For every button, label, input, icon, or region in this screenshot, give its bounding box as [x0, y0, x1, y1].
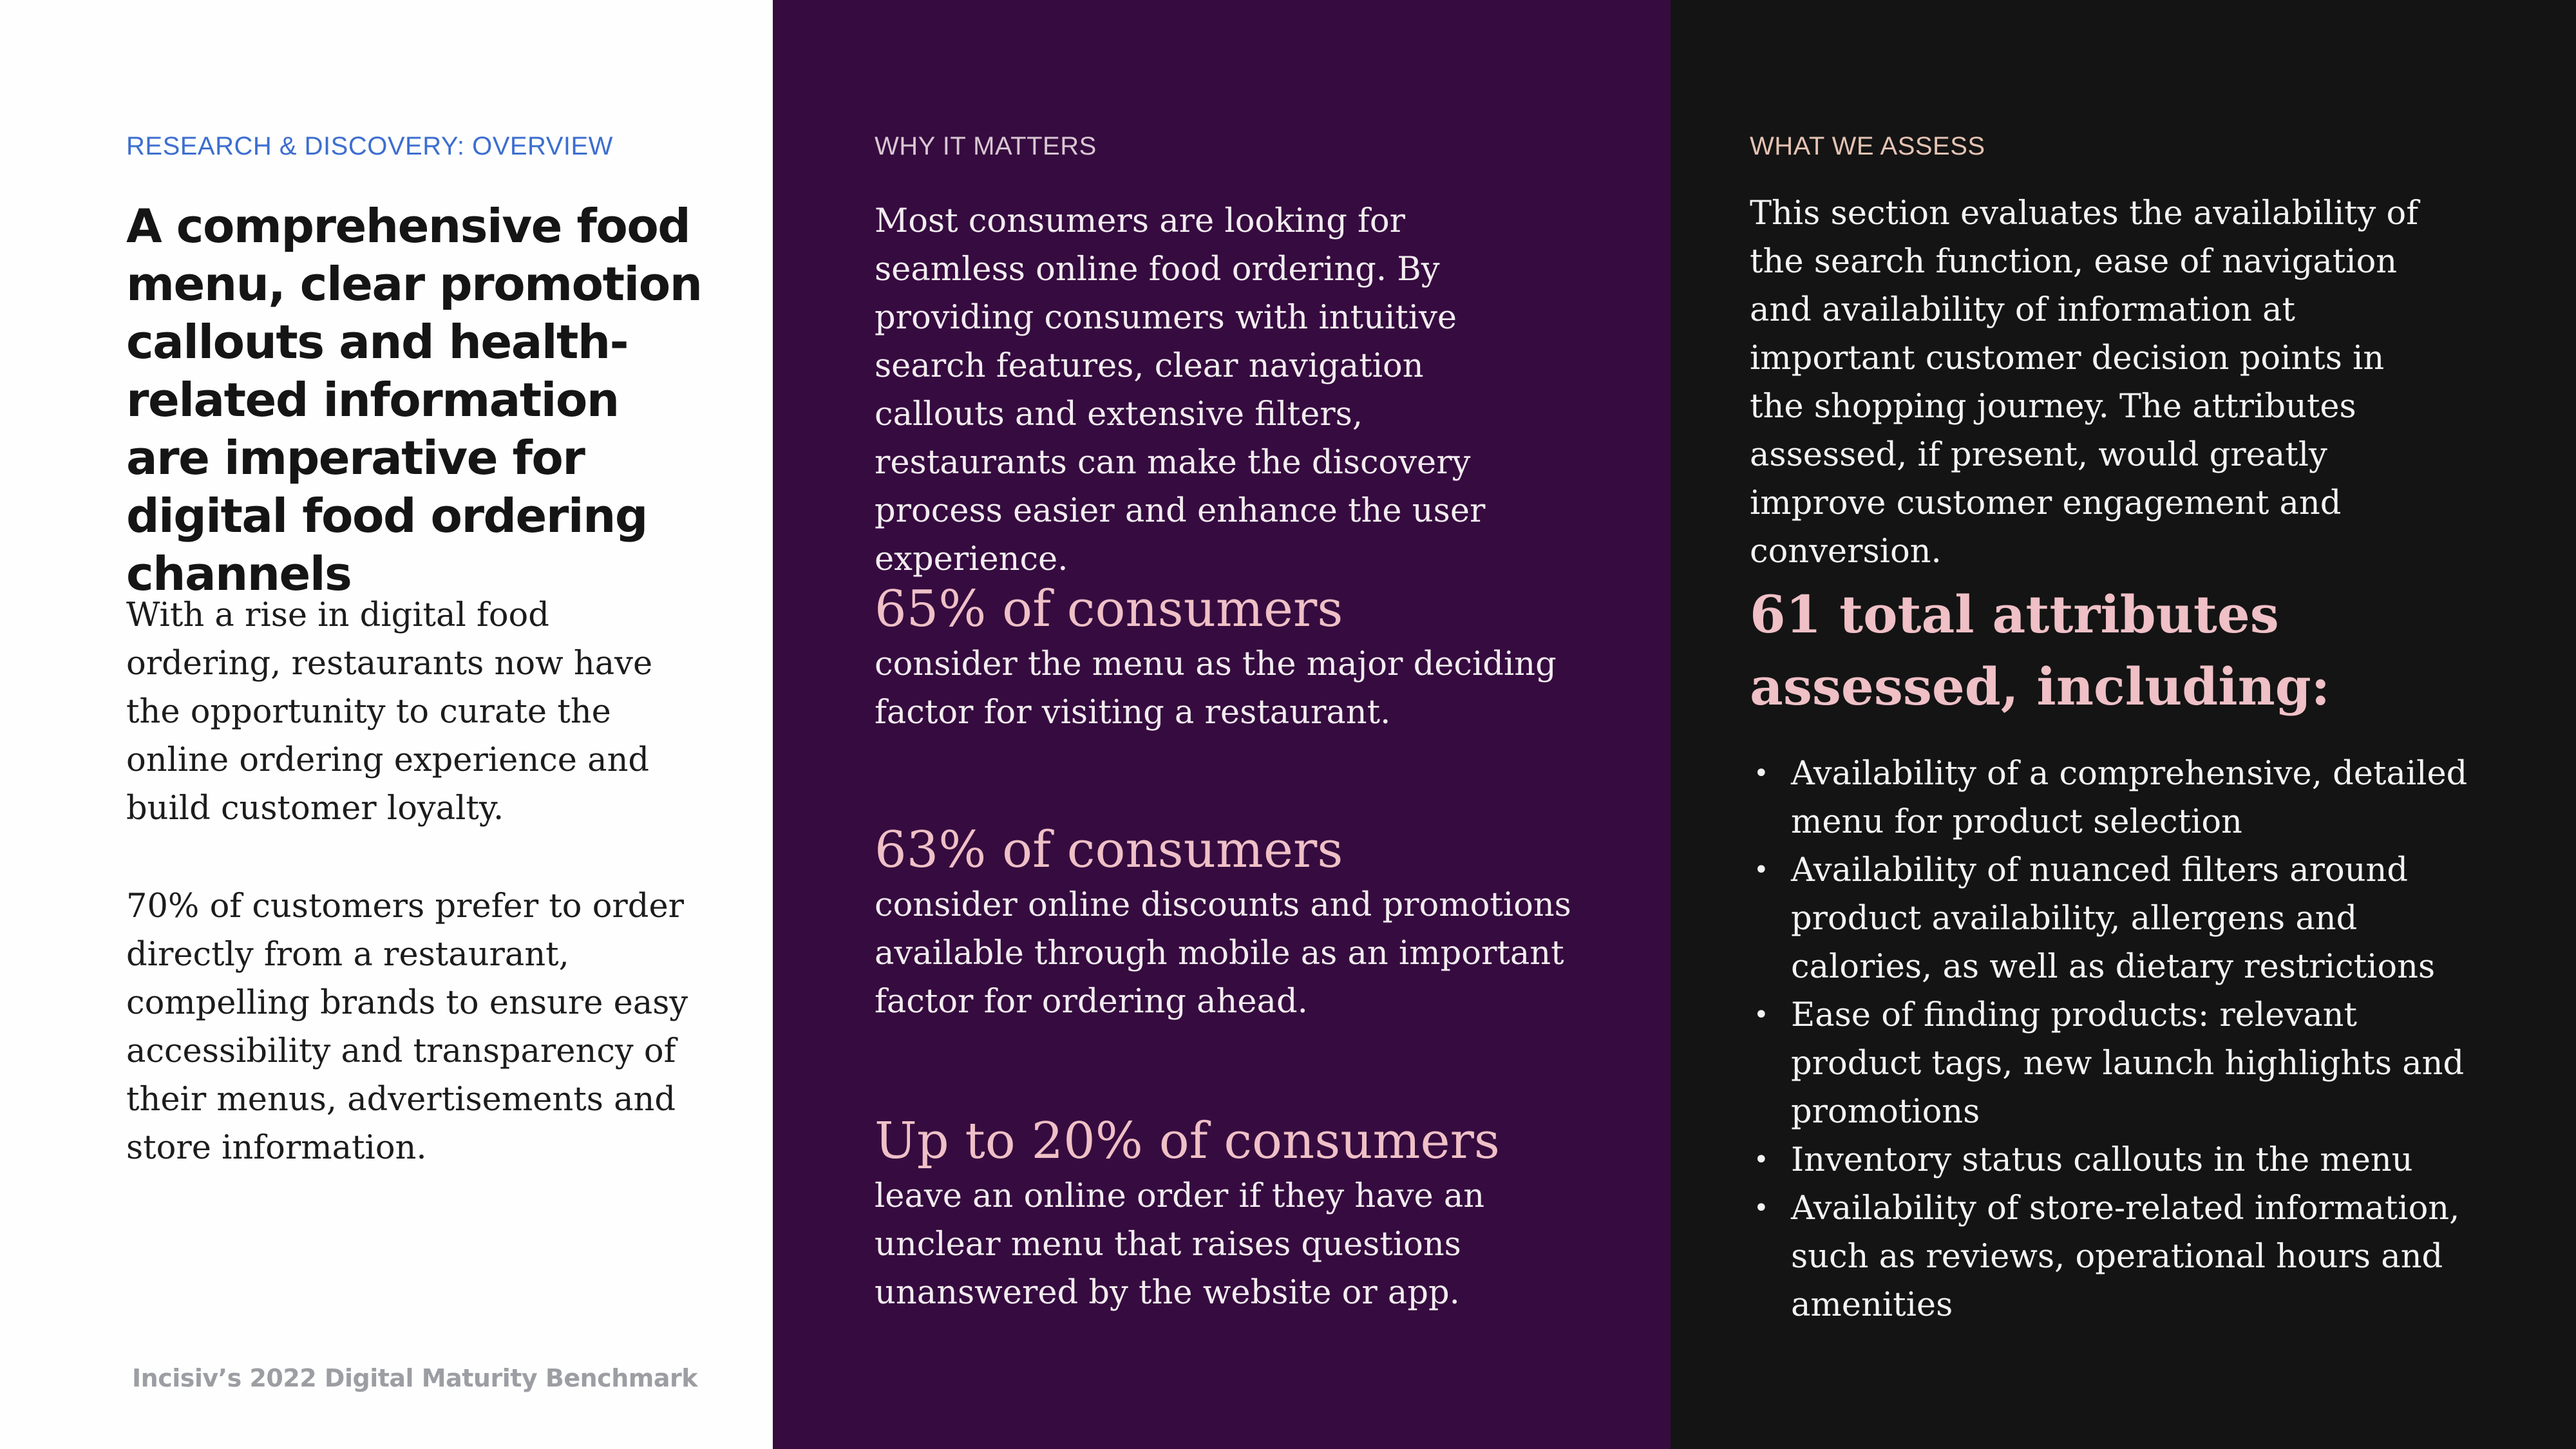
bullet-icon: •	[1754, 855, 1769, 885]
bullet-icon: •	[1754, 1145, 1769, 1175]
list-item	[1750, 1136, 2484, 1184]
list-item	[1750, 846, 2484, 991]
stat-block	[875, 819, 1583, 1026]
bullet-icon: •	[1754, 1000, 1769, 1030]
stat-block	[875, 1110, 1583, 1317]
list-item-text: Inventory status callouts in the menu	[1791, 1141, 2413, 1179]
overview-paragraph-1: With a rise in digital food ordering, restaurants now have the opportunity to curate the online ordering experience and build customer loyalty.	[126, 596, 653, 828]
stat-headline: Up to 20% of consumers	[875, 1112, 1500, 1170]
bullet-icon: •	[1754, 1193, 1769, 1223]
bullet-icon: •	[1754, 759, 1769, 788]
overview-column	[0, 0, 773, 1449]
stat-body: consider online discounts and promotions available through mobile as an important factor for ordering ahead.	[875, 886, 1571, 1021]
stat-body: consider the menu as the major deciding factor for visiting a restaurant.	[875, 645, 1557, 732]
stat-headline: 65% of consumers	[875, 580, 1343, 638]
footer-brand: Incisiv’s 2022 Digital Maturity Benchmark	[132, 1364, 698, 1392]
list-item	[1750, 991, 2484, 1136]
page-title: A comprehensive food menu, clear promotion callouts and health-related information are imperative for digital food ordering channels	[126, 199, 702, 601]
list-item-text: Availability of a comprehensive, detailed menu for product selection	[1791, 755, 2468, 841]
overview-paragraph-2: 70% of customers prefer to order directly from a restaurant, compelling brands to ensure easy accessibility and transparency of their menus, advertisements and store information.	[126, 887, 688, 1167]
why-it-matters-intro: Most consumers are looking for seamless online food ordering. By providing consumers with intuitive search features, clear navigation callouts and extensive filters, restaurants can make the discovery process easier and enhance the user experience.	[875, 202, 1486, 578]
stat-block	[875, 578, 1583, 737]
list-item-text: Availability of store-related information, such as reviews, operational hours and amenities	[1791, 1189, 2460, 1324]
attribute-list	[1750, 750, 2484, 1329]
stat-headline: 63% of consumers	[875, 821, 1343, 879]
why-it-matters-eyebrow: WHY IT MATTERS	[875, 132, 1097, 160]
what-we-assess-intro: This section evaluates the availability of the search function, ease of navigation and availability of information at important customer decision points in the shopping journey. The attributes assessed, if present, would greatly improve customer engagement and conversion.	[1750, 194, 2419, 571]
what-we-assess-eyebrow: WHAT WE ASSESS	[1750, 132, 1985, 160]
list-item	[1750, 1184, 2484, 1329]
list-item-text: Ease of finding products: relevant product tags, new launch highlights and promotions	[1791, 996, 2465, 1131]
list-item-text: Availability of nuanced filters around product availability, allergens and calories, as well as dietary restrictions	[1791, 851, 2436, 986]
stat-body: leave an online order if they have an unclear menu that raises questions unanswered by the website or app.	[875, 1177, 1485, 1312]
attributes-headline: 61 total attributes assessed, including:	[1750, 584, 2331, 717]
why-it-matters-column	[773, 0, 1671, 1449]
section-eyebrow: RESEARCH & DISCOVERY: OVERVIEW	[126, 132, 613, 160]
list-item	[1750, 750, 2484, 846]
what-we-assess-column	[1671, 0, 2576, 1449]
